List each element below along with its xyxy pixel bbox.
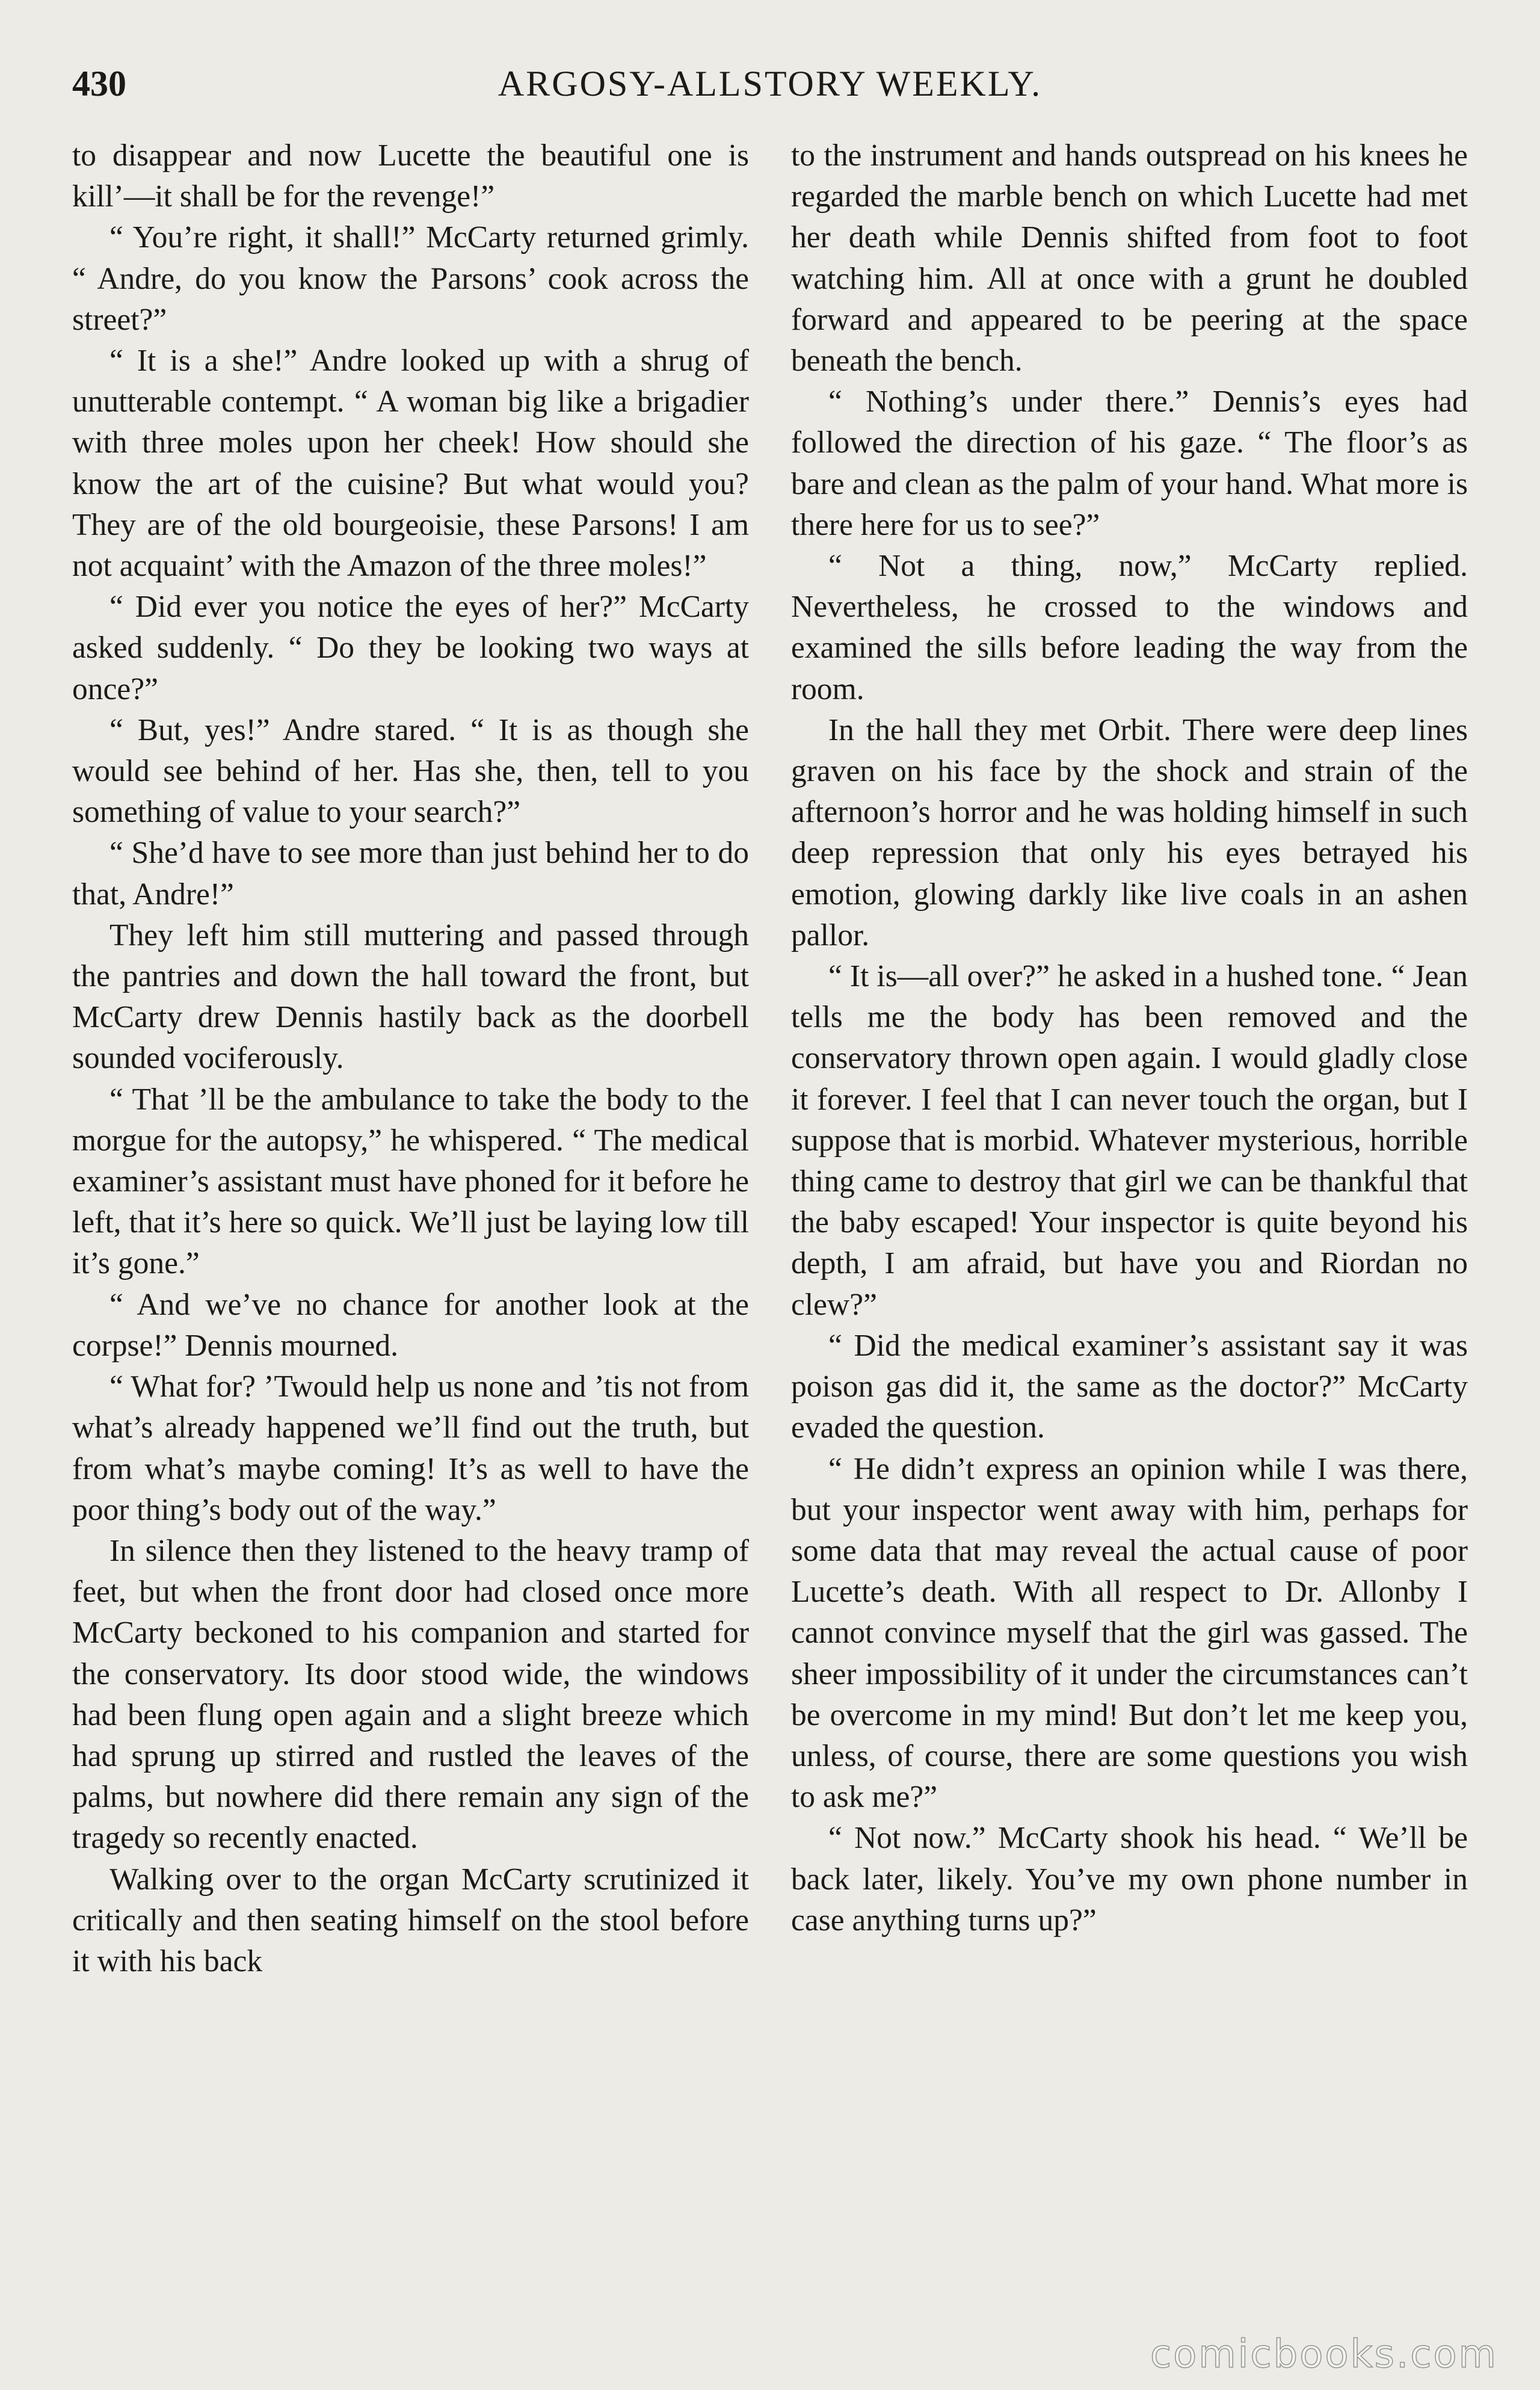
right-column [791, 135, 1468, 2314]
paragraph: “ Did the medical examiner’s assistant say it was poison gas did it, the same as the doctor?” McCarty evaded the question. [791, 1328, 1468, 1445]
paragraph: “ And we’ve no chance for another look at the corpse!” Dennis mourned. [72, 1287, 749, 1363]
paragraph: In the hall they met Orbit. There were deep lines graven on his face by the shock and strain of the afternoon’s horror and he was holding himself in such deep repression that only his eyes betrayed his emotion, glowing darkly like live coals in an ashen pallor. [791, 712, 1468, 953]
paragraph: “ He didn’t express an opinion while I was there, but your inspector went away with him, perhaps for some data that may reveal the actual cause of poor Lucette’s death. With all respect to Dr. Allonby I cannot convince myself that the girl was gassed. The sheer impossibility of it under the circumstances can’t be overcome in my mind! But don’t let me keep you, unless, of course, there are some questions you wish to ask me?” [791, 1451, 1468, 1815]
watermark: comicbooks.com [1150, 2332, 1498, 2377]
paragraph: “ But, yes!” Andre stared. “ It is as though she would see behind of her. Has she, then, tell to you something of value to your search?” [72, 712, 749, 830]
paragraph: “ That ’ll be the ambulance to take the body to the morgue for the autopsy,” he whispered. “ The medical examiner’s assistant must have phoned for it before he left, that it’s here so quick. We’ll just be laying low till it’s gone.” [72, 1082, 749, 1281]
left-column [72, 135, 749, 2314]
paragraph: Walking over to the organ McCarty scrutinized it critically and then seating himself on the stool before it with his back [72, 1862, 749, 1978]
running-head: ARGOSY-ALLSTORY WEEKLY. [497, 64, 1043, 103]
paragraph: They left him still muttering and passed through the pantries and down the hall toward the front, but McCarty drew Dennis hastily back as the doorbell sounded vociferously. [72, 918, 749, 1076]
text-columns [72, 135, 1468, 2314]
paragraph: “ It is—all over?” he asked in a hushed tone. “ Jean tells me the body has been removed and the conservatory thrown open again. I would gladly close it forever. I feel that I can never touch the organ, but I suppose that is morbid. Whatever mysterious, horrible thing came to destroy that girl we can be thankful that the baby escaped! Your inspector is quite beyond his depth, I am afraid, but have you and Riordan no clew?” [791, 959, 1468, 1322]
paragraph: “ You’re right, it shall!” McCarty returned grimly. “ Andre, do you know the Parsons’ cook across the street?” [72, 220, 749, 337]
paragraph: “ It is a she!” Andre looked up with a shrug of unutterable contempt. “ A woman big like a brigadier with three moles upon her cheek! How should she know the art of the cuisine? But what would you? They are of the old bourgeoisie, these Parsons! I am not acquaint’ with the Amazon of the three moles!” [72, 344, 749, 584]
paragraph: to disappear and now Lucette the beautiful one is kill’—it shall be for the revenge!” [72, 138, 749, 214]
paragraph: In silence then they listened to the heavy tramp of feet, but when the front door had closed once more McCarty beckoned to his companion and started for the conservatory. Its door stood wide, the windows had been flung open again and a slight breeze which had sprung up stirred and rustled the leaves of the palms, but nowhere did there remain any sign of the tragedy so recently enacted. [72, 1533, 749, 1856]
paragraph: “ Not now.” McCarty shook his head. “ We’ll be back later, likely. You’ve my own phone number in case anything turns up?” [791, 1821, 1468, 1938]
paragraph: “ She’d have to see more than just behind her to do that, Andre!” [72, 836, 749, 912]
paragraph: to the instrument and hands outspread on his knees he regarded the marble bench on which Lucette had met her death while Dennis shifted from foot to foot watching him. All at once with a grunt he doubled forward and appeared to be peering at the space beneath the bench. [791, 138, 1468, 378]
paragraph: “ Not a thing, now,” McCarty replied. Nevertheless, he crossed to the windows and examined the sills before leading the way from the room. [791, 549, 1468, 706]
page-header [72, 63, 1468, 117]
page-number: 430 [72, 64, 126, 103]
paragraph: “ What for? ’Twould help us none and ’tis not from what’s already happened we’ll find out the truth, but from what’s maybe coming! It’s as well to have the poor thing’s body out of the way.” [72, 1369, 749, 1527]
paragraph: “ Nothing’s under there.” Dennis’s eyes had followed the direction of his gaze. “ The floor’s as bare and clean as the palm of your hand. What more is there here for us to see?” [791, 384, 1468, 542]
paragraph: “ Did ever you notice the eyes of her?” McCarty asked suddenly. “ Do they be looking two ways at once?” [72, 590, 749, 706]
